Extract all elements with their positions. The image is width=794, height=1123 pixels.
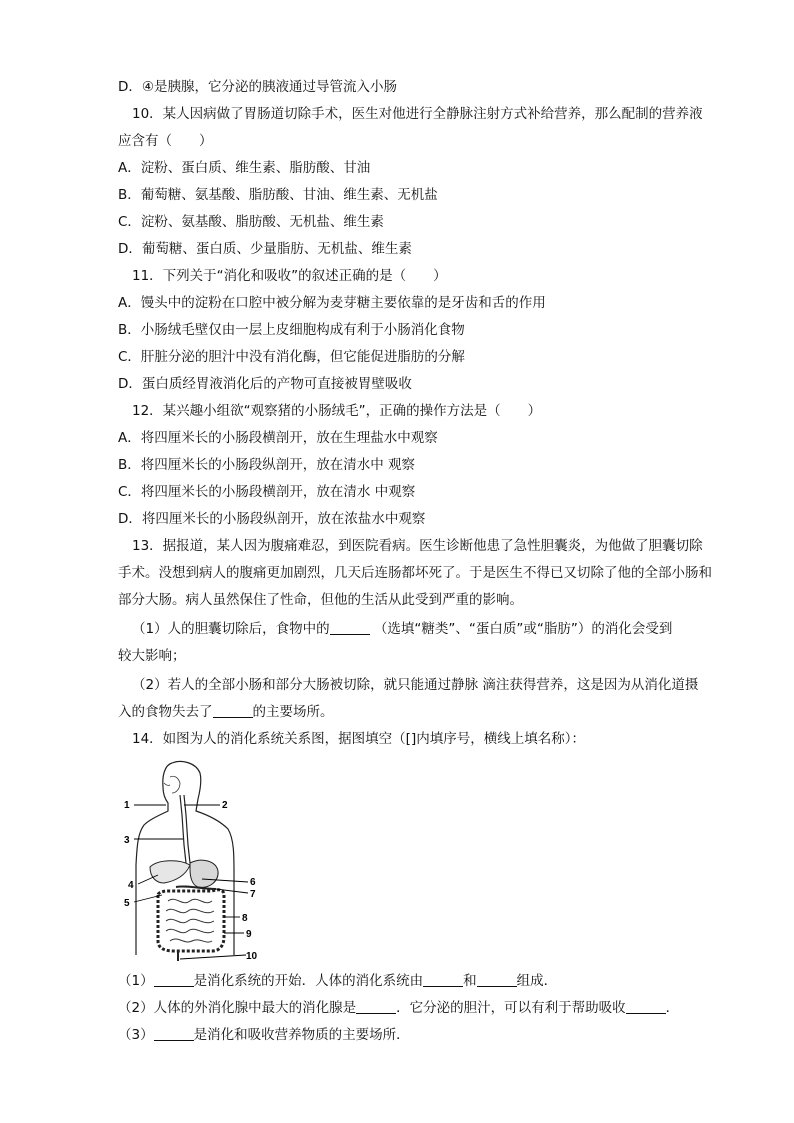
pancreas-shape xyxy=(176,886,216,889)
q12-option-a: A．将四厘米长的小肠段横剖开，放在生理盐水中观察 xyxy=(118,430,438,446)
q13-part-1-text-b: （选填“糖类”、“蛋白质”或“脂肪”）的消化会受到 xyxy=(373,621,673,637)
q14-part-1-text-b: 是消化系统的开始．人体的消化系统由 xyxy=(193,973,424,989)
question-10-stem: 10．某人因病做了胃肠道切除手术，医生对他进行全静脉注射方式补给营养，那么配制的营养液 xyxy=(132,106,703,122)
q14-part-1-blank-2[interactable] xyxy=(423,974,463,987)
label-5: 5 xyxy=(124,898,130,909)
label-8: 8 xyxy=(242,913,248,924)
liver-shape xyxy=(150,861,190,883)
label-7: 7 xyxy=(250,889,256,900)
question-13-stem-cont1: 手术。没想到病人的腹痛更加剧烈，几天后连肠都坏死了。于是医生不得已又切除了他的全部小肠和 xyxy=(118,565,712,581)
option-d-q9: D．④是胰腺，它分泌的胰液通过导管流入小肠 xyxy=(118,79,397,95)
q10-option-a: A．淀粉、蛋白质、维生素、脂肪酸、甘油 xyxy=(118,160,371,176)
q14-part-3-text-a: （3） xyxy=(118,1027,154,1043)
label-9: 9 xyxy=(246,929,252,940)
q13-part-1-text-a: （1）人的胆囊切除后，食物中的 xyxy=(132,621,330,637)
q14-part-3-blank[interactable] xyxy=(154,1028,194,1041)
mouth-outline xyxy=(164,783,170,785)
q14-part-2-blank-1[interactable] xyxy=(356,1001,396,1014)
oral-cavity xyxy=(170,776,180,793)
question-13-stem-cont2: 部分大肠。病人虽然保住了性命，但他的生活从此受到严重的影响。 xyxy=(118,592,523,608)
q13-part-2-text-a: 入的食物失去了 xyxy=(118,704,213,720)
q10-option-c: C．淀粉、氨基酸、脂肪酸、无机盐、维生素 xyxy=(118,214,384,230)
q11-option-b: B．小肠绒毛壁仅由一层上皮细胞构成有利于小肠消化食物 xyxy=(118,322,465,338)
q13-part-1-blank[interactable] xyxy=(330,622,370,635)
q14-part-3 xyxy=(118,1026,410,1044)
q13-part-1-cont: 较大影响； xyxy=(118,648,186,664)
label-10: 10 xyxy=(246,951,258,962)
label-2: 2 xyxy=(222,800,228,811)
label-1: 1 xyxy=(124,800,130,811)
q11-option-a: A．馒头中的淀粉在口腔中被分解为麦芽糖主要依靠的是牙齿和舌的作用 xyxy=(118,295,546,311)
q14-part-3-text-b: 是消化和吸收营养物质的主要场所． xyxy=(193,1027,410,1043)
q12-option-c: C．将四厘米长的小肠段横剖开，放在清水 中观察 xyxy=(118,484,416,500)
body-outline-left xyxy=(136,763,172,955)
q11-option-c: C．肝脏分泌的胆汁中没有消化酶，但它能促进脂肪的分解 xyxy=(118,349,465,365)
q11-option-d: D．蛋白质经胃液消化后的产物可直接被胃壁吸收 xyxy=(118,376,412,392)
q13-part-2-text-b: 的主要场所。 xyxy=(252,704,334,720)
q14-part-1-text-a: （1） xyxy=(118,973,154,989)
question-10-stem-cont: 应含有（ ） xyxy=(118,133,213,149)
q10-option-b: B．葡萄糖、氨基酸、脂肪酸、甘油、维生素、无机盐 xyxy=(118,187,438,203)
q14-part-2-text-b: ．它分泌的胆汁，可以有利于帮助吸收 xyxy=(396,1000,626,1016)
q14-part-1 xyxy=(118,972,557,990)
q14-part-1-text-d: 组成． xyxy=(516,973,558,989)
q14-part-2 xyxy=(118,999,679,1017)
q14-part-2-text-a: （2）人体的外消化腺中最大的消化腺是 xyxy=(118,1000,357,1016)
question-13-stem: 13．据报道，某人因为腹痛难忍，到医院看病。医生诊断他患了急性胆囊炎，为他做了胆囊切除 xyxy=(132,538,703,554)
digestive-system-diagram xyxy=(120,755,270,965)
stomach-shape xyxy=(190,860,218,887)
question-14-stem: 14．如图为人的消化系统关系图，据图填空（[]内填序号，横线上填名称）： xyxy=(132,731,585,747)
q14-part-1-blank-3[interactable] xyxy=(477,974,517,987)
question-11-stem: 11．下列关于“消化和吸收”的叙述正确的是（ ） xyxy=(132,268,447,284)
q13-part-2-cont xyxy=(118,703,334,721)
q14-part-1-text-c: 和 xyxy=(463,973,477,989)
q13-part-2-blank[interactable] xyxy=(213,705,253,718)
q10-option-d: D．葡萄糖、蛋白质、少量脂肪、无机盐、维生素 xyxy=(118,241,412,257)
leader-lines xyxy=(134,805,248,959)
label-3: 3 xyxy=(124,835,130,846)
digestive-system-svg xyxy=(120,755,270,965)
q14-part-1-blank-1[interactable] xyxy=(154,974,194,987)
question-12-stem: 12．某兴趣小组欲“观察猪的小肠绒毛”，正确的操作方法是（ ） xyxy=(132,403,542,419)
label-4: 4 xyxy=(128,880,134,891)
q13-part-1 xyxy=(132,620,672,638)
q12-option-b: B．将四厘米长的小肠段纵剖开，放在清水中 观察 xyxy=(118,457,416,473)
label-6: 6 xyxy=(250,877,256,888)
q14-part-2-blank-2[interactable] xyxy=(626,1001,666,1014)
small-intestine-coils xyxy=(166,899,214,942)
q12-option-d: D．将四厘米长的小肠段纵剖开，放在浓盐水中观察 xyxy=(118,511,426,527)
q14-part-2-text-c: ． xyxy=(665,1000,680,1016)
q13-part-2: （2）若人的全部小肠和部分大肠被切除，就只能通过静脉 滴注获得营养，这是因为从消化道摄 xyxy=(132,677,699,693)
